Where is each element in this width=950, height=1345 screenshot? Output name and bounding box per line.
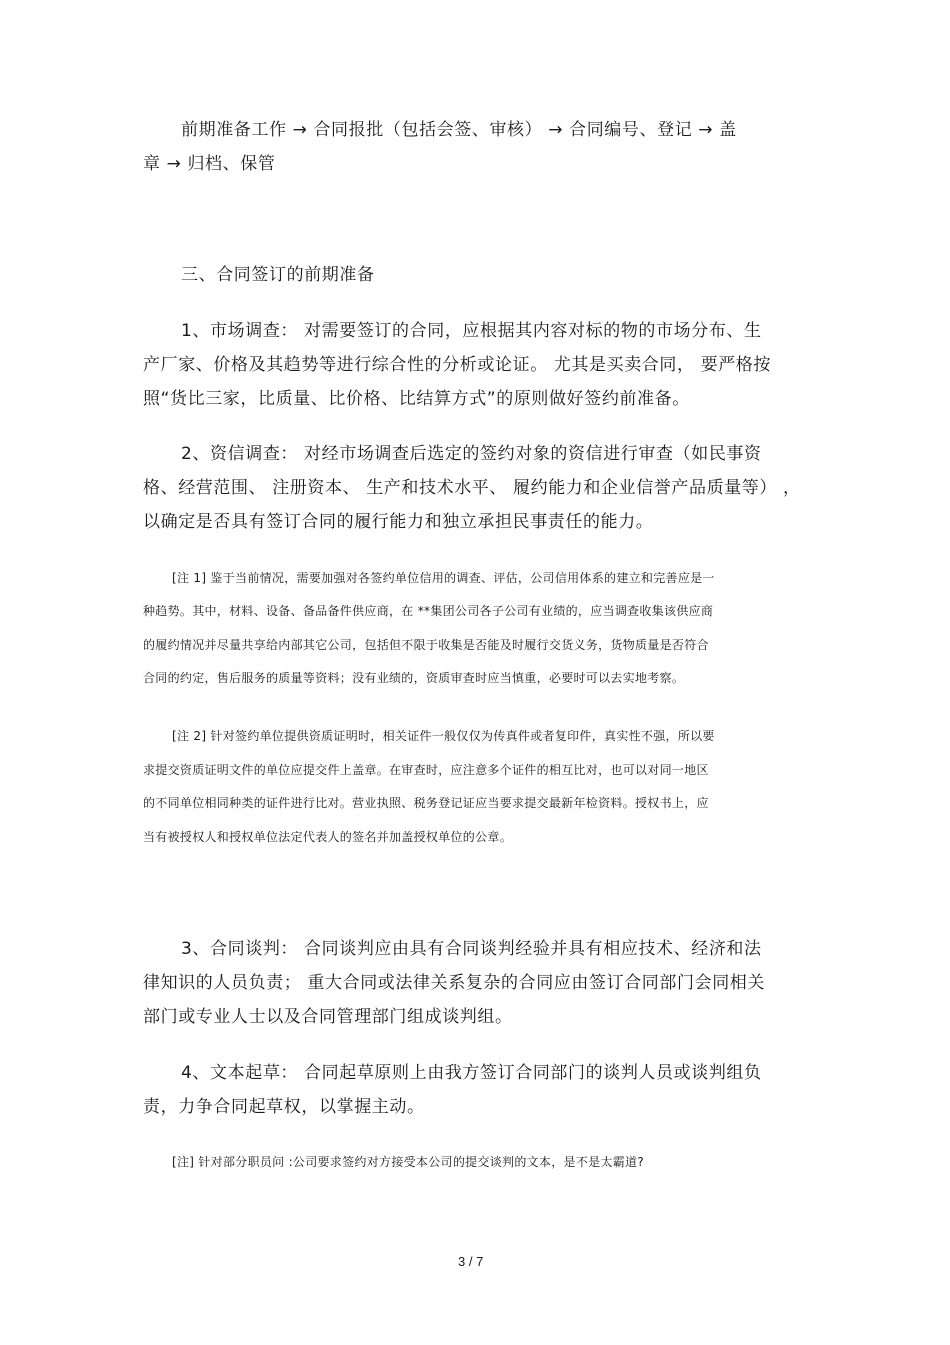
item1-line-2: 产厂家、价格及其趋势等进行综合性的分析或论证。 尤其是买卖合同， 要严格按 xyxy=(143,355,772,375)
section-heading: 三、合同签订的前期准备 xyxy=(181,265,375,285)
item3-line-1: 3、合同谈判： 合同谈判应由具有合同谈判经验并具有相应技术、经济和法 xyxy=(181,939,762,959)
item4-line-1: 4、文本起草： 合同起草原则上由我方签订合同部门的谈判人员或谈判组负 xyxy=(181,1063,762,1083)
note2-line-3: 的不同单位相同种类的证件进行比对。营业执照、税务登记证应当要求提交最新年检资料。授权书上，应 xyxy=(143,796,709,810)
note1-line-3: 的履约情况并尽量共享给内部其它公司，包括但不限于收集是否能及时履行交货义务，货物质量是否符合 xyxy=(143,638,709,652)
note1-line-2: 种趋势。其中，材料、设备、备品备件供应商，在 **集团公司各子公司有业绩的，应当调查收集该供应商 xyxy=(143,604,714,618)
flow-line-2: 章 → 归档、保管 xyxy=(143,154,276,174)
item3-line-3: 部门或专业人士以及合同管理部门组成谈判组。 xyxy=(143,1007,513,1027)
note1-line-1: [注 1] 鉴于当前情况，需要加强对各签约单位信用的调查、评估，公司信用体系的建立和完善应是一 xyxy=(172,571,715,585)
page-number: 3 / 7 xyxy=(458,1254,484,1269)
flow-line-1: 前期准备工作 → 合同报批（包括会签、审核） → 合同编号、登记 → 盖 xyxy=(181,120,737,140)
item4-line-2: 责，力争合同起草权，以掌握主动。 xyxy=(143,1097,425,1117)
item2-line-1: 2、资信调查： 对经市场调查后选定的签约对象的资信进行审查（如民事资 xyxy=(181,444,762,464)
item3-line-2: 律知识的人员负责； 重大合同或法律关系复杂的合同应由签订合同部门会同相关 xyxy=(143,973,766,993)
note2-line-4: 当有被授权人和授权单位法定代表人的签名并加盖授权单位的公章。 xyxy=(143,830,513,844)
item1-line-1: 1、市场调查： 对需要签订的合同，应根据其内容对标的物的市场分布、生 xyxy=(181,321,762,341)
item1-line-3: 照“货比三家，比质量、比价格、比结算方式”的原则做好签约前准备。 xyxy=(143,389,690,409)
item2-line-3: 以确定是否具有签订合同的履行能力和独立承担民事责任的能力。 xyxy=(143,512,654,532)
note2-line-2: 求提交资质证明文件的单位应提交件上盖章。在审查时，应注意多个证件的相互比对，也可以对同一地区 xyxy=(143,763,709,777)
note2-line-1: [注 2] 针对签约单位提供资质证明时，相关证件一般仅仅为传真件或者复印件，真实性不强，所以要 xyxy=(172,729,715,743)
note3-line-1: [注] 针对部分职员问 :公司要求签约对方接受本公司的提交谈判的文本，是不是太霸道? xyxy=(172,1155,645,1169)
note1-line-4: 合同的约定，售后服务的质量等资料；没有业绩的，资质审查时应当慎重，必要时可以去实地考察。 xyxy=(143,671,685,685)
item2-line-2: 格、经营范围、 注册资本、 生产和技术水平、 履约能力和企业信誉产品质量等） ， xyxy=(143,478,801,498)
